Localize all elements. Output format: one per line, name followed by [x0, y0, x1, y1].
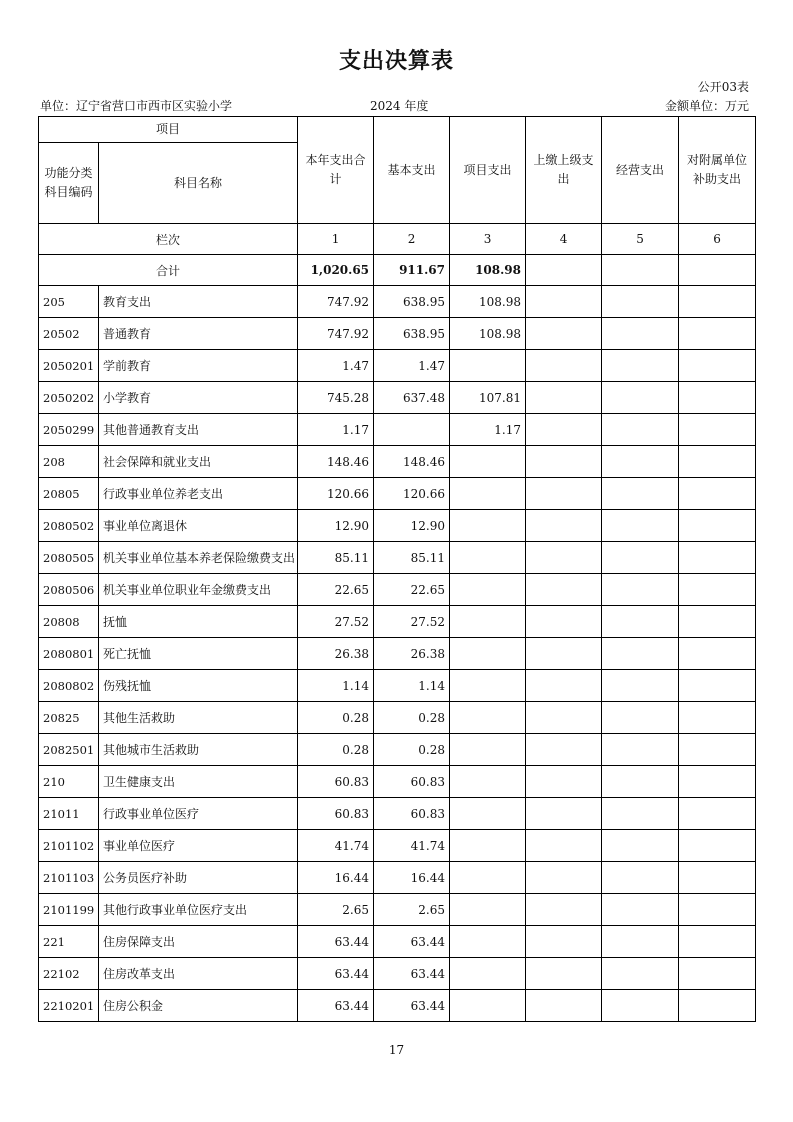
upper-cell — [526, 798, 602, 830]
basic-cell: 85.11 — [374, 542, 450, 574]
basic-cell: 12.90 — [374, 510, 450, 542]
subject-name-cell: 住房保障支出 — [99, 926, 298, 958]
subsidy-cell — [679, 670, 756, 702]
project-cell — [450, 510, 526, 542]
code-cell: 2080801 — [39, 638, 99, 670]
business-cell — [602, 318, 679, 350]
page-number: 17 — [388, 1043, 405, 1057]
basic-cell — [374, 414, 450, 446]
money-unit-label: 金额单位：万元 — [664, 99, 749, 113]
table-row — [39, 894, 756, 926]
subsidy-cell — [679, 542, 756, 574]
header-col-project: 项目支出 — [450, 117, 526, 224]
total-upper — [526, 255, 602, 286]
subject-name-cell: 其他城市生活救助 — [99, 734, 298, 766]
total-cell: 63.44 — [298, 958, 374, 990]
header-col-business: 经营支出 — [602, 117, 679, 224]
total-cell: 747.92 — [298, 286, 374, 318]
subsidy-cell — [679, 766, 756, 798]
subject-name-cell: 社会保障和就业支出 — [99, 446, 298, 478]
total-cell: 63.44 — [298, 926, 374, 958]
business-cell — [602, 478, 679, 510]
expenditure-table — [38, 116, 756, 1022]
basic-cell: 63.44 — [374, 926, 450, 958]
total-cell: 27.52 — [298, 606, 374, 638]
table-row — [39, 862, 756, 894]
subject-name-cell: 事业单位医疗 — [99, 830, 298, 862]
code-cell: 205 — [39, 286, 99, 318]
code-cell: 2050202 — [39, 382, 99, 414]
subsidy-cell — [679, 798, 756, 830]
total-cell: 2.65 — [298, 894, 374, 926]
business-cell — [602, 894, 679, 926]
total-cell: 63.44 — [298, 990, 374, 1022]
basic-cell: 16.44 — [374, 862, 450, 894]
total-cell: 41.74 — [298, 830, 374, 862]
subject-name-cell: 行政事业单位养老支出 — [99, 478, 298, 510]
business-cell — [602, 702, 679, 734]
total-business — [602, 255, 679, 286]
upper-cell — [526, 638, 602, 670]
total-cell: 0.28 — [298, 702, 374, 734]
project-cell — [450, 542, 526, 574]
business-cell — [602, 862, 679, 894]
header-item: 项目 — [39, 117, 298, 143]
header-col-total: 本年支出合计 — [298, 117, 374, 224]
basic-cell: 26.38 — [374, 638, 450, 670]
business-cell — [602, 638, 679, 670]
unit-label: 单位：辽宁省营口市西市区实验小学 — [40, 99, 233, 113]
business-cell — [602, 990, 679, 1022]
project-cell — [450, 798, 526, 830]
code-cell: 208 — [39, 446, 99, 478]
project-cell — [450, 862, 526, 894]
business-cell — [602, 414, 679, 446]
col-number: 2 — [374, 224, 450, 255]
upper-cell — [526, 862, 602, 894]
upper-cell — [526, 990, 602, 1022]
total-cell: 747.92 — [298, 318, 374, 350]
table-row — [39, 766, 756, 798]
business-cell — [602, 382, 679, 414]
subject-name-cell: 小学教育 — [99, 382, 298, 414]
subject-name-cell: 公务员医疗补助 — [99, 862, 298, 894]
basic-cell: 148.46 — [374, 446, 450, 478]
table-row — [39, 926, 756, 958]
project-cell: 108.98 — [450, 286, 526, 318]
total-cell: 148.46 — [298, 446, 374, 478]
business-cell — [602, 734, 679, 766]
subject-name-cell: 教育支出 — [99, 286, 298, 318]
code-cell: 22102 — [39, 958, 99, 990]
basic-cell: 1.47 — [374, 350, 450, 382]
basic-cell: 2.65 — [374, 894, 450, 926]
subject-name-cell: 死亡抚恤 — [99, 638, 298, 670]
subsidy-cell — [679, 990, 756, 1022]
table-row — [39, 478, 756, 510]
subsidy-cell — [679, 510, 756, 542]
page-title: 支出决算表 — [338, 49, 454, 74]
upper-cell — [526, 478, 602, 510]
table-row — [39, 382, 756, 414]
year-label: 2024 年度 — [370, 99, 429, 113]
subsidy-cell — [679, 638, 756, 670]
header-col-basic: 基本支出 — [374, 117, 450, 224]
basic-cell: 41.74 — [374, 830, 450, 862]
upper-cell — [526, 830, 602, 862]
subject-name-cell: 其他普通教育支出 — [99, 414, 298, 446]
code-cell: 2082501 — [39, 734, 99, 766]
project-cell: 108.98 — [450, 318, 526, 350]
table-row — [39, 286, 756, 318]
code-cell: 21011 — [39, 798, 99, 830]
basic-cell: 60.83 — [374, 766, 450, 798]
table-row — [39, 446, 756, 478]
code-cell: 2050299 — [39, 414, 99, 446]
table-row — [39, 414, 756, 446]
col-number: 4 — [526, 224, 602, 255]
upper-cell — [526, 606, 602, 638]
project-cell — [450, 990, 526, 1022]
business-cell — [602, 958, 679, 990]
upper-cell — [526, 926, 602, 958]
basic-cell: 1.14 — [374, 670, 450, 702]
business-cell — [602, 798, 679, 830]
total-project: 108.98 — [450, 255, 526, 286]
project-cell — [450, 638, 526, 670]
project-cell — [450, 830, 526, 862]
project-cell — [450, 766, 526, 798]
header-col-subsidy: 对附属单位补助支出 — [679, 117, 756, 224]
subject-name-cell: 卫生健康支出 — [99, 766, 298, 798]
upper-cell — [526, 894, 602, 926]
subsidy-cell — [679, 446, 756, 478]
table-row — [39, 318, 756, 350]
project-cell: 107.81 — [450, 382, 526, 414]
table-row — [39, 542, 756, 574]
col-number: 1 — [298, 224, 374, 255]
basic-cell: 637.48 — [374, 382, 450, 414]
subject-name-cell: 其他行政事业单位医疗支出 — [99, 894, 298, 926]
project-cell: 1.17 — [450, 414, 526, 446]
business-cell — [602, 766, 679, 798]
subject-name-cell: 抚恤 — [99, 606, 298, 638]
total-cell: 12.90 — [298, 510, 374, 542]
total-cell: 745.28 — [298, 382, 374, 414]
total-cell: 60.83 — [298, 766, 374, 798]
business-cell — [602, 574, 679, 606]
project-cell — [450, 734, 526, 766]
upper-cell — [526, 510, 602, 542]
business-cell — [602, 510, 679, 542]
table-row — [39, 510, 756, 542]
business-cell — [602, 446, 679, 478]
code-cell: 2080506 — [39, 574, 99, 606]
total-basic: 911.67 — [374, 255, 450, 286]
project-cell — [450, 958, 526, 990]
upper-cell — [526, 734, 602, 766]
table-row — [39, 702, 756, 734]
total-label: 合计 — [39, 255, 298, 286]
basic-cell: 638.95 — [374, 286, 450, 318]
code-cell: 2080505 — [39, 542, 99, 574]
table-row — [39, 638, 756, 670]
col-number: 5 — [602, 224, 679, 255]
project-cell — [450, 702, 526, 734]
table-row — [39, 670, 756, 702]
upper-cell — [526, 382, 602, 414]
header-col-order: 栏次 — [39, 224, 298, 255]
upper-cell — [526, 414, 602, 446]
total-cell: 1.14 — [298, 670, 374, 702]
code-cell: 2101199 — [39, 894, 99, 926]
subject-name-cell: 普通教育 — [99, 318, 298, 350]
total-cell: 0.28 — [298, 734, 374, 766]
subject-name-cell: 学前教育 — [99, 350, 298, 382]
code-cell: 221 — [39, 926, 99, 958]
col-number: 6 — [679, 224, 756, 255]
subsidy-cell — [679, 382, 756, 414]
project-cell — [450, 926, 526, 958]
project-cell — [450, 478, 526, 510]
business-cell — [602, 286, 679, 318]
upper-cell — [526, 670, 602, 702]
subsidy-cell — [679, 702, 756, 734]
upper-cell — [526, 318, 602, 350]
code-cell: 2101103 — [39, 862, 99, 894]
code-cell: 2050201 — [39, 350, 99, 382]
header-subject-name: 科目名称 — [99, 143, 298, 224]
total-cell: 26.38 — [298, 638, 374, 670]
subsidy-cell — [679, 318, 756, 350]
header-col-upper: 上缴上级支出 — [526, 117, 602, 224]
project-cell — [450, 446, 526, 478]
code-cell: 2080502 — [39, 510, 99, 542]
basic-cell: 0.28 — [374, 702, 450, 734]
subsidy-cell — [679, 478, 756, 510]
code-cell: 2210201 — [39, 990, 99, 1022]
subject-name-cell: 住房改革支出 — [99, 958, 298, 990]
basic-cell: 63.44 — [374, 990, 450, 1022]
upper-cell — [526, 446, 602, 478]
code-cell: 20502 — [39, 318, 99, 350]
basic-cell: 0.28 — [374, 734, 450, 766]
upper-cell — [526, 958, 602, 990]
project-cell — [450, 670, 526, 702]
business-cell — [602, 542, 679, 574]
upper-cell — [526, 766, 602, 798]
subject-name-cell: 机关事业单位基本养老保险缴费支出 — [99, 542, 298, 574]
subject-name-cell: 机关事业单位职业年金缴费支出 — [99, 574, 298, 606]
project-cell — [450, 606, 526, 638]
header-func-code: 功能分类科目编码 — [39, 143, 99, 224]
table-row — [39, 734, 756, 766]
subsidy-cell — [679, 350, 756, 382]
upper-cell — [526, 350, 602, 382]
subject-name-cell: 其他生活救助 — [99, 702, 298, 734]
code-cell: 20825 — [39, 702, 99, 734]
basic-cell: 60.83 — [374, 798, 450, 830]
table-row — [39, 574, 756, 606]
business-cell — [602, 350, 679, 382]
total-row — [39, 255, 756, 286]
basic-cell: 63.44 — [374, 958, 450, 990]
subsidy-cell — [679, 830, 756, 862]
code-cell: 20808 — [39, 606, 99, 638]
col-number: 3 — [450, 224, 526, 255]
business-cell — [602, 926, 679, 958]
subsidy-cell — [679, 926, 756, 958]
total-subsidy — [679, 255, 756, 286]
subsidy-cell — [679, 958, 756, 990]
project-cell — [450, 894, 526, 926]
upper-cell — [526, 702, 602, 734]
code-cell: 2101102 — [39, 830, 99, 862]
upper-cell — [526, 574, 602, 606]
basic-cell: 27.52 — [374, 606, 450, 638]
table-row — [39, 606, 756, 638]
code-cell: 2080802 — [39, 670, 99, 702]
business-cell — [602, 830, 679, 862]
subsidy-cell — [679, 894, 756, 926]
form-code: 公开03表 — [697, 80, 749, 94]
table-row — [39, 990, 756, 1022]
subsidy-cell — [679, 606, 756, 638]
total-cell: 22.65 — [298, 574, 374, 606]
total-cell: 85.11 — [298, 542, 374, 574]
business-cell — [602, 606, 679, 638]
subsidy-cell — [679, 862, 756, 894]
upper-cell — [526, 542, 602, 574]
subsidy-cell — [679, 286, 756, 318]
code-cell: 20805 — [39, 478, 99, 510]
basic-cell: 120.66 — [374, 478, 450, 510]
total-cell: 60.83 — [298, 798, 374, 830]
total-cell: 1.17 — [298, 414, 374, 446]
subject-name-cell: 事业单位离退休 — [99, 510, 298, 542]
subject-name-cell: 伤残抚恤 — [99, 670, 298, 702]
code-cell: 210 — [39, 766, 99, 798]
subject-name-cell: 行政事业单位医疗 — [99, 798, 298, 830]
basic-cell: 22.65 — [374, 574, 450, 606]
table-row — [39, 830, 756, 862]
upper-cell — [526, 286, 602, 318]
business-cell — [602, 670, 679, 702]
subsidy-cell — [679, 734, 756, 766]
table-row — [39, 350, 756, 382]
table-row — [39, 798, 756, 830]
table-row — [39, 958, 756, 990]
subsidy-cell — [679, 414, 756, 446]
total-sum: 1,020.65 — [298, 255, 374, 286]
total-cell: 16.44 — [298, 862, 374, 894]
project-cell — [450, 350, 526, 382]
total-cell: 120.66 — [298, 478, 374, 510]
project-cell — [450, 574, 526, 606]
total-cell: 1.47 — [298, 350, 374, 382]
subject-name-cell: 住房公积金 — [99, 990, 298, 1022]
basic-cell: 638.95 — [374, 318, 450, 350]
subsidy-cell — [679, 574, 756, 606]
